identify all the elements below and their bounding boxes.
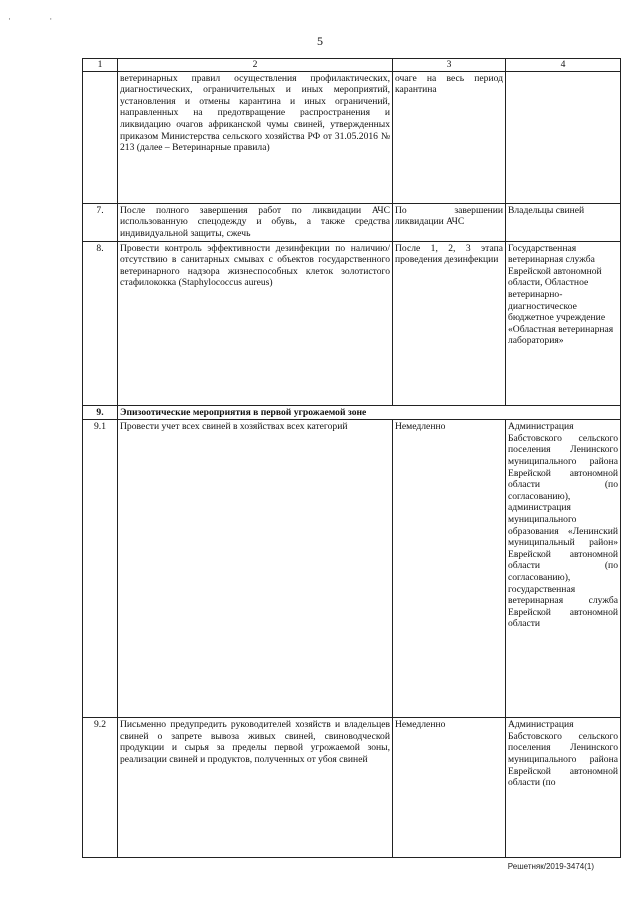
- row-action: Провести контроль эффективности дезинфекции по наличию/отсутствию в санитарных смывах с объектов государственного ветеринарного надзора жизнеспособных клеток золотистого стафилококка (Staphylococcus aureus): [118, 241, 393, 405]
- row-responsible: Владельцы свиней: [506, 203, 621, 241]
- section-title: Эпизоотические мероприятия в первой угрожаемой зоне: [118, 405, 621, 420]
- section-number: 9.: [83, 405, 118, 420]
- row-responsible: Государственная ветеринарная служба Еврейской автономной области, Областное ветеринарно-диагностическое бюджетное учреждение «Областная ветеринарная лаборатория»: [506, 241, 621, 405]
- table-row: [83, 203, 621, 241]
- table-header-row: [83, 59, 621, 72]
- row-action: После полного завершения работ по ликвидации АЧС использованную спецодежду и обувь, а также средства индивидуальной защиты, сжечь: [118, 203, 393, 241]
- column-header: 4: [506, 59, 621, 72]
- document-code: Решетняк/2019-3474(1): [507, 862, 594, 871]
- row-term: По завершении ликвидации АЧС: [393, 203, 506, 241]
- row-term: После 1, 2, 3 этапа проведения дезинфекции: [393, 241, 506, 405]
- row-term: очаге на весь период карантина: [393, 71, 506, 203]
- row-responsible: [506, 71, 621, 203]
- row-number: [83, 71, 118, 203]
- column-header: 1: [83, 59, 118, 72]
- scan-specks: · ·: [8, 14, 71, 24]
- section-row: [83, 405, 621, 420]
- page-number: 5: [317, 34, 323, 48]
- row-term: Немедленно: [393, 420, 506, 718]
- row-number: 9.1: [83, 420, 118, 718]
- row-action: Провести учет всех свиней в хозяйствах всех категорий: [118, 420, 393, 718]
- column-header: 2: [118, 59, 393, 72]
- row-responsible: Администрация Бабстовского сельского поселения Ленинского муниципального района Еврейской автономной области (по: [506, 718, 621, 858]
- table-row: [83, 718, 621, 858]
- row-term: Немедленно: [393, 718, 506, 858]
- row-action: Письменно предупредить руководителей хозяйств и владельцев свиней о запрете вывоза живых свиней, свиноводческой продукции и сырья за пределы первой угрожаемой зоны, реализации свиней и продуктов, полученных от убоя свиней: [118, 718, 393, 858]
- measures-table: [82, 58, 621, 858]
- table-row: [83, 71, 621, 203]
- row-action: ветеринарных правил осуществления профилактических, диагностических, ограничительных и иных мероприятий, установления и отмены карантина и иных ограничений, направленных на предотвращение распространения и ликвидацию очагов африканской чумы свиней, утвержденных приказом Министерства сельского хозяйства РФ от 31.05.2016 № 213 (далее – Ветеринарные правила): [118, 71, 393, 203]
- table-row: [83, 420, 621, 718]
- row-number: 8.: [83, 241, 118, 405]
- row-responsible: Администрация Бабстовского сельского поселения Ленинского муниципального района Еврейской автономной области (по согласованию), администрация муниципального образования «Ленинский муниципальный район» Еврейской автономной области (по согласованию), государственная ветеринарная служба Еврейской автономной области: [506, 420, 621, 718]
- table-row: [83, 241, 621, 405]
- row-number: 9.2: [83, 718, 118, 858]
- column-header: 3: [393, 59, 506, 72]
- row-number: 7.: [83, 203, 118, 241]
